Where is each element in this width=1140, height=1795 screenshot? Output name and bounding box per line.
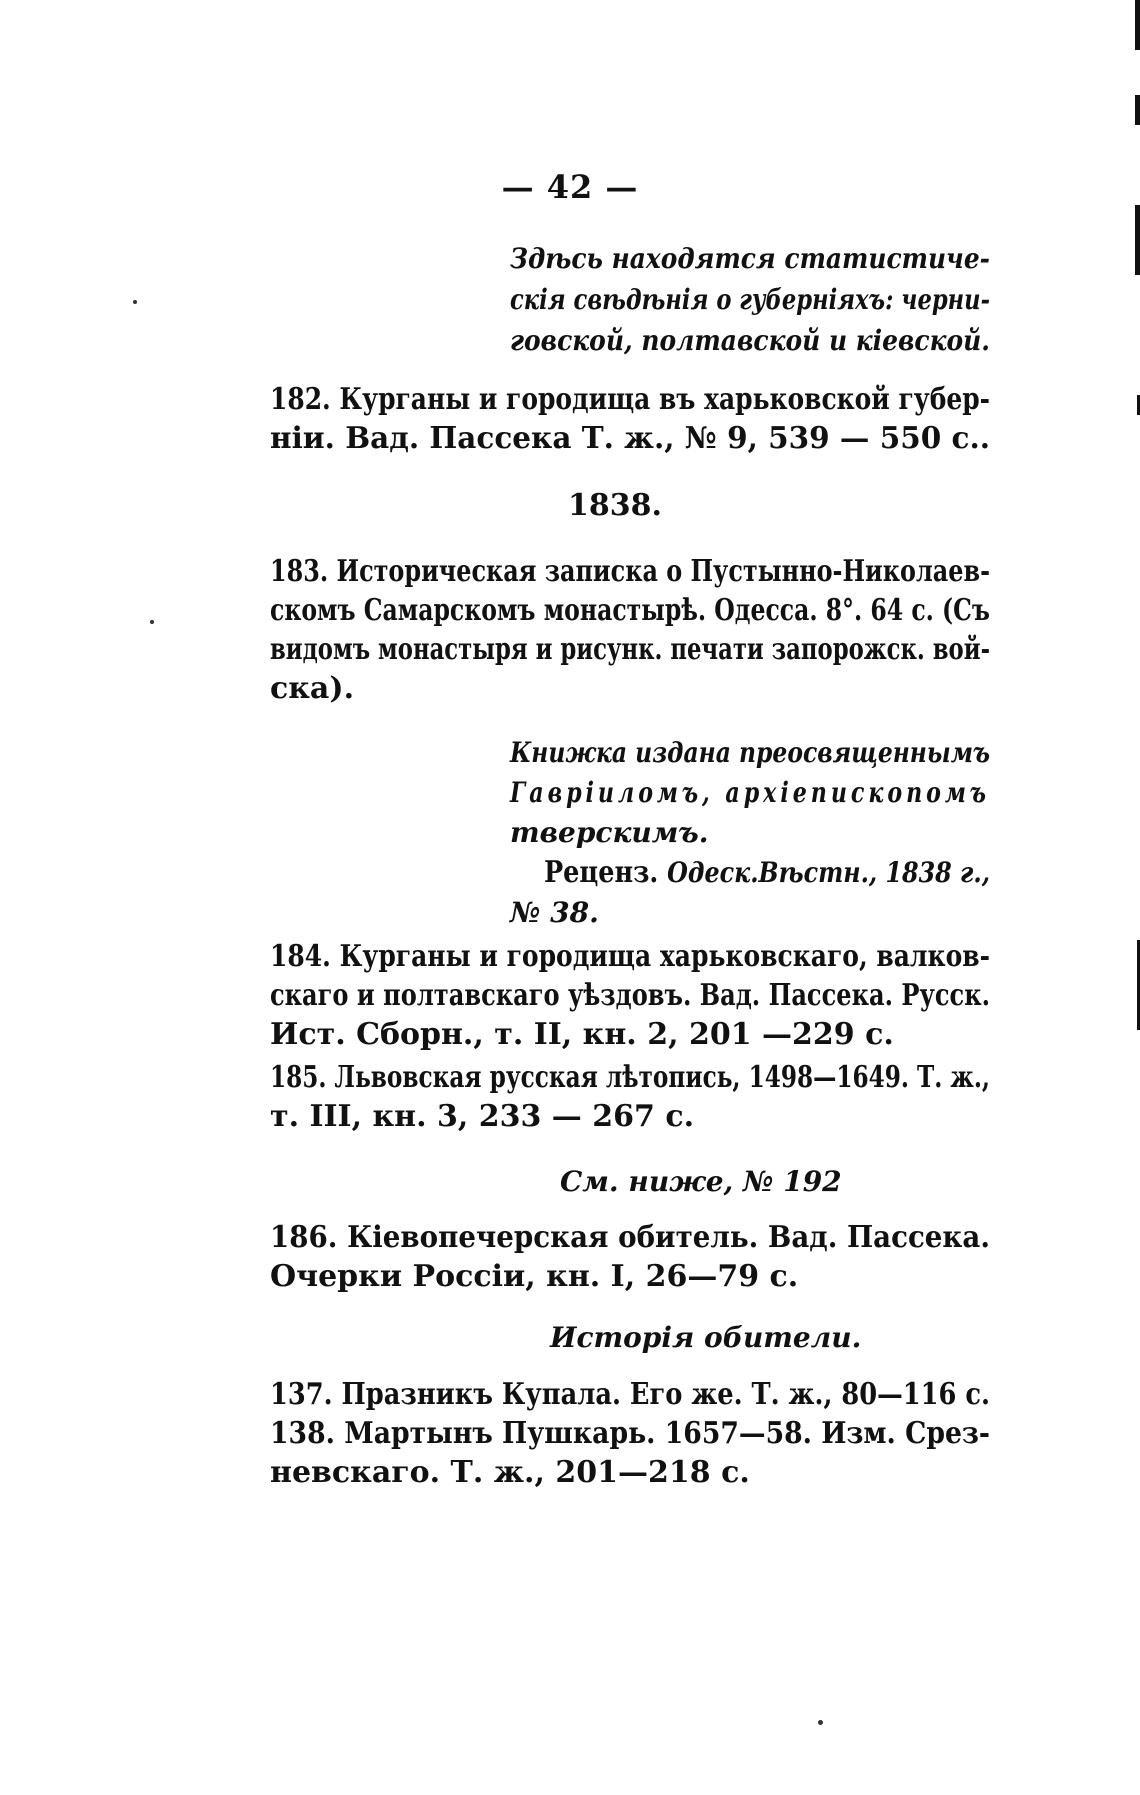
entry-186 bbox=[270, 1218, 990, 1296]
entry-line: 185. Львовская русская лѣтопись, 1498—1649. Т. ж., bbox=[270, 1060, 990, 1095]
entry-line: невскаго. Т. ж., 201—218 с. bbox=[270, 1455, 750, 1490]
note-183 bbox=[510, 733, 990, 933]
entry-185 bbox=[270, 1058, 990, 1136]
entry-line: Ист. Сборн., т. II, кн. 2, 201 —229 с. bbox=[270, 1017, 894, 1052]
entry-line: 186. Кіевопечерская обитель. Вад. Пассека. bbox=[270, 1220, 990, 1255]
note-line: говской, полтавской и кіевской. bbox=[510, 324, 990, 357]
entry-line: скаго и полтавскаго уѣздовъ. Вад. Пассека. Русск. bbox=[270, 978, 990, 1013]
review-label: Реценз. bbox=[544, 855, 659, 890]
note-186: Исторія обители. bbox=[550, 1321, 862, 1354]
page-number: — 42 — bbox=[501, 168, 639, 206]
entry-line: скомъ Самарскомъ монастырѣ. Одесса. 8°. 64 с. (Съ bbox=[270, 593, 990, 628]
review-number: № 38. bbox=[510, 896, 599, 929]
note-line: Здѣсь находятся статистиче- bbox=[510, 242, 990, 275]
note-line: Гавріиломъ, архіепископомъ bbox=[510, 776, 990, 809]
entry-187 bbox=[270, 1375, 990, 1414]
scan-speck bbox=[133, 300, 137, 304]
note-line: тверскимъ. bbox=[510, 816, 709, 849]
scan-speck bbox=[818, 1720, 823, 1725]
entry-184 bbox=[270, 937, 990, 1054]
entry-line: ніи. Вад. Пассека Т. ж., № 9, 539 — 550 с.. bbox=[270, 421, 990, 456]
scan-edge-mark bbox=[1135, 95, 1140, 125]
scan-edge-mark bbox=[1135, 0, 1140, 50]
note-line: Книжка издана преосвященнымъ bbox=[510, 736, 990, 769]
note-185: См. ниже, № 192 bbox=[560, 1165, 842, 1198]
entry-188 bbox=[270, 1414, 990, 1492]
entry-line: Очерки Россіи, кн. I, 26—79 с. bbox=[270, 1259, 799, 1294]
entry-line: т. III, кн. 3, 233 — 267 с. bbox=[270, 1099, 695, 1134]
review-source: Одеск.Вѣстн., 1838 г., bbox=[667, 856, 990, 889]
entry-line: 137. Празникъ Купала. Его же. Т. ж., 80—116 с. bbox=[270, 1377, 990, 1412]
review-line bbox=[510, 853, 990, 893]
note-182-preface bbox=[510, 238, 990, 361]
entry-line: 183. Историческая записка о Пустынно-Николаев- bbox=[270, 554, 990, 589]
entry-182 bbox=[270, 380, 990, 458]
entry-line: 184. Курганы и городища харьковскаго, валков- bbox=[270, 939, 990, 974]
entry-line: 182. Курганы и городища въ харьковской губер- bbox=[270, 382, 990, 417]
note-line: скія свѣдѣнія о губерніяхъ: черни- bbox=[510, 283, 990, 316]
entry-line: видомъ монастыря и рисунк. печати запорожск. вой- bbox=[270, 632, 990, 667]
year-heading: 1838. bbox=[568, 488, 662, 523]
entry-183 bbox=[270, 552, 990, 708]
entry-line: 138. Мартынъ Пушкарь. 1657—58. Изм. Срез- bbox=[270, 1416, 990, 1451]
scan-edge-mark bbox=[1135, 205, 1140, 275]
entry-line: ска). bbox=[270, 671, 355, 706]
scan-speck bbox=[150, 620, 154, 624]
